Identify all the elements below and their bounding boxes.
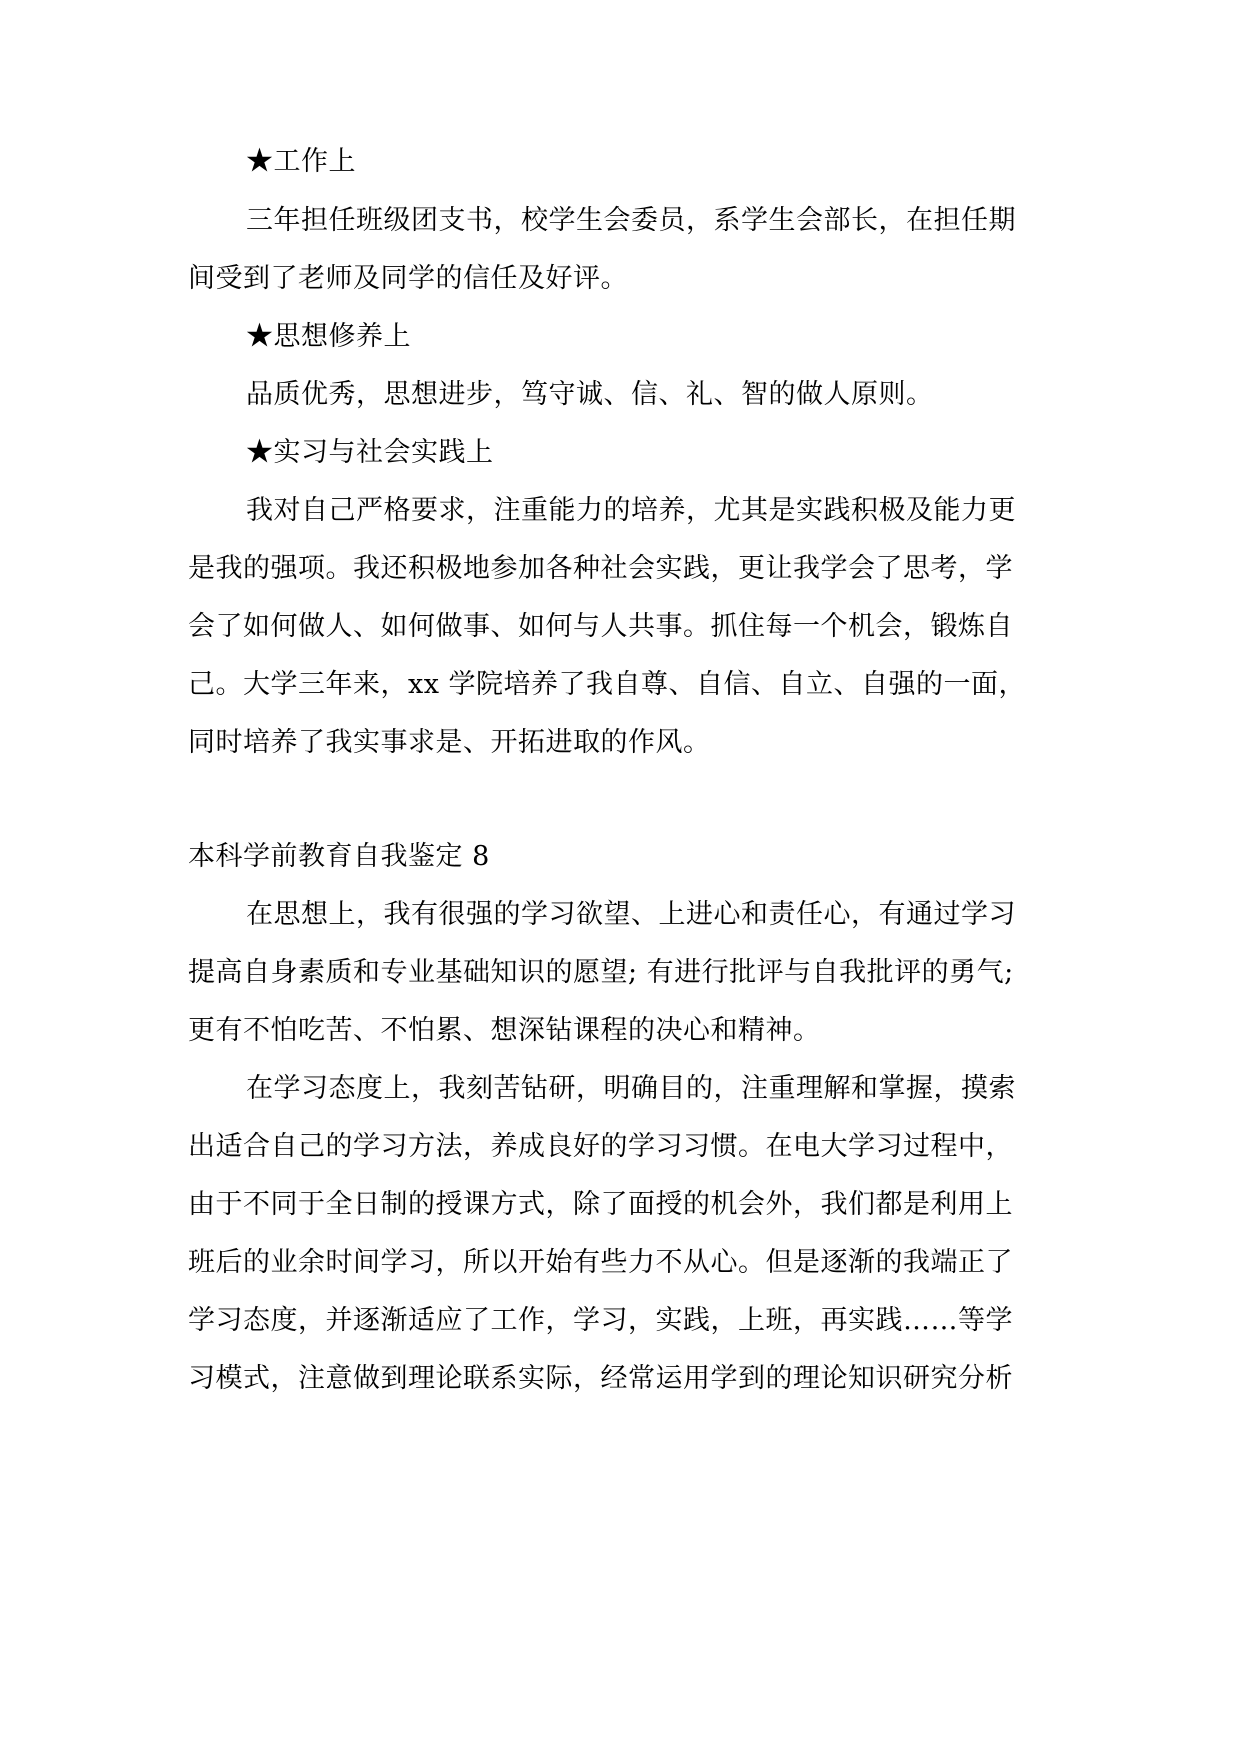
section-heading-thought: ★思想修养上 bbox=[246, 321, 411, 352]
section-heading-practice: ★实习与社会实践上 bbox=[246, 437, 494, 468]
paragraph-line: 由于不同于全日制的授课方式，除了面授的机会外，我们都是利用上 bbox=[188, 1189, 1013, 1220]
article-title: 本科学前教育自我鉴定 8 bbox=[188, 841, 490, 872]
paragraph-line: 更有不怕吃苦、不怕累、想深钻课程的决心和精神。 bbox=[188, 1015, 821, 1046]
paragraph-line: 班后的业余时间学习，所以开始有些力不从心。但是逐渐的我端正了 bbox=[188, 1247, 1013, 1278]
section-heading-work: ★工作上 bbox=[246, 146, 356, 177]
paragraph-line: 同时培养了我实事求是、开拓进取的作风。 bbox=[188, 727, 711, 758]
paragraph-line: 在思想上，我有很强的学习欲望、上进心和责任心，有通过学习 bbox=[246, 899, 1016, 930]
paragraph-line: 是我的强项。我还积极地参加各种社会实践，更让我学会了思考，学 bbox=[188, 553, 1013, 584]
paragraph-line: 三年担任班级团支书，校学生会委员，系学生会部长，在担任期 bbox=[246, 205, 1016, 236]
paragraph-line: 会了如何做人、如何做事、如何与人共事。抓住每一个机会，锻炼自 bbox=[188, 611, 1013, 642]
paragraph-line: 学习态度，并逐渐适应了工作，学习，实践，上班，再实践……等学 bbox=[188, 1305, 1013, 1336]
paragraph-line: 在学习态度上，我刻苦钻研，明确目的，注重理解和掌握，摸索 bbox=[246, 1073, 1016, 1104]
paragraph-line: 出适合自己的学习方法，养成良好的学习习惯。在电大学习过程中， bbox=[188, 1131, 1013, 1162]
paragraph-line: 我对自己严格要求，注重能力的培养，尤其是实践积极及能力更 bbox=[246, 495, 1016, 526]
paragraph-line: 间受到了老师及同学的信任及好评。 bbox=[188, 263, 628, 294]
paragraph-line: 习模式，注意做到理论联系实际，经常运用学到的理论知识研究分析 bbox=[188, 1363, 1013, 1394]
paragraph-line: 品质优秀，思想进步，笃守诚、信、礼、智的做人原则。 bbox=[246, 379, 934, 410]
paragraph-line: 己。大学三年来，xx 学院培养了我自尊、自信、自立、自强的一面， bbox=[188, 669, 1027, 700]
paragraph-line: 提高自身素质和专业基础知识的愿望; 有进行批评与自我批评的勇气; bbox=[188, 957, 1014, 988]
